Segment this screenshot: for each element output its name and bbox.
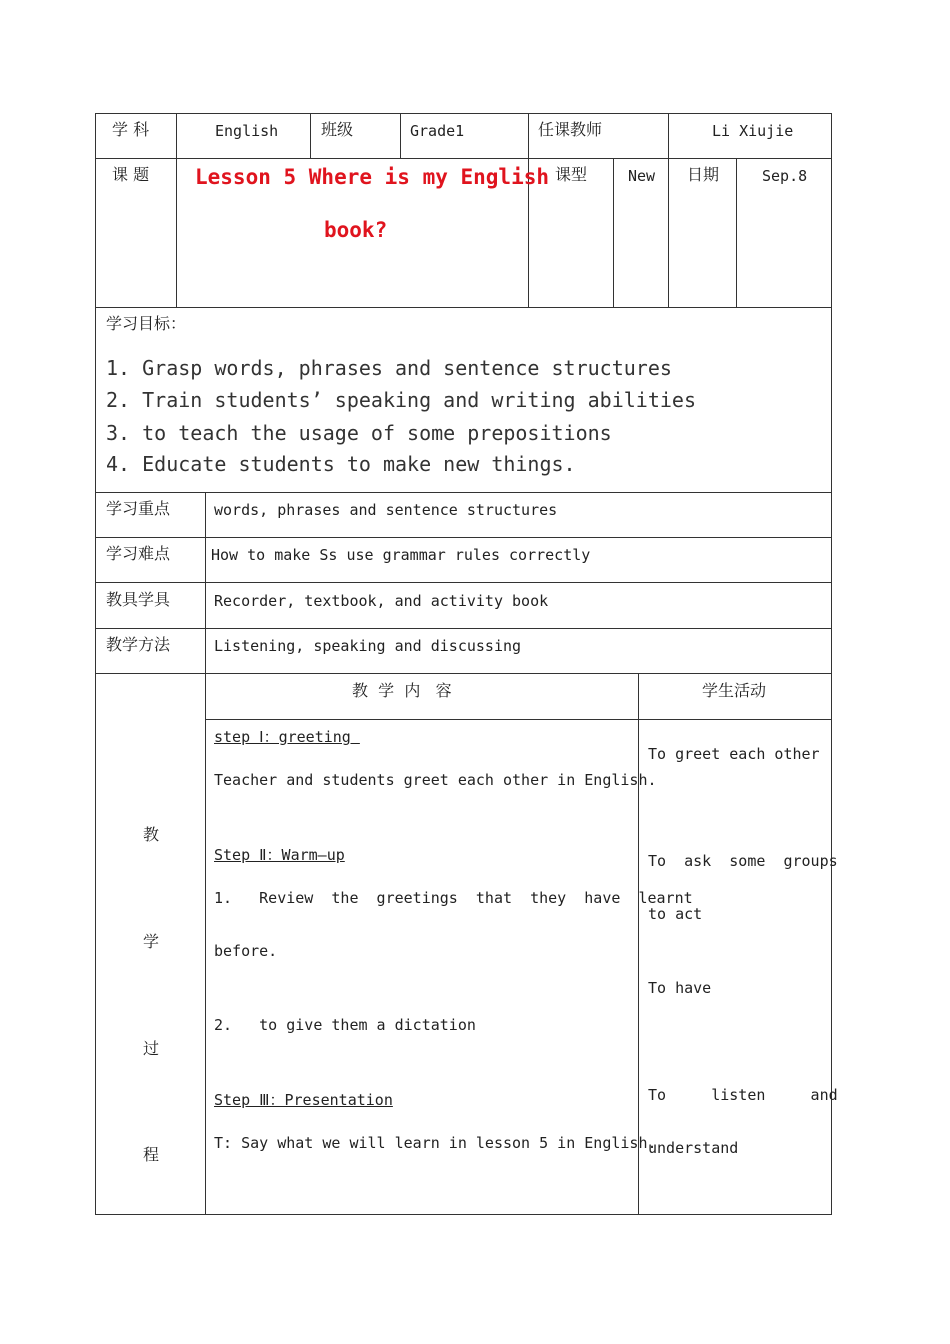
step2-item1-line1: 1. Review the greetings that they have learnt bbox=[214, 889, 693, 907]
activity-header: 学生活动 bbox=[702, 681, 767, 700]
process-side-char: 程 bbox=[143, 1145, 160, 1164]
goal-item: 1. Grasp words, phrases and sentence structures bbox=[106, 356, 672, 380]
goal-item: 2. Train students’ speaking and writing abilities bbox=[106, 388, 697, 412]
step3-text: T: Say what we will learn in lesson 5 in English. bbox=[214, 1134, 657, 1152]
class-value: Grade1 bbox=[410, 122, 465, 140]
date-value: Sep.8 bbox=[762, 167, 808, 185]
process-side-char: 学 bbox=[143, 932, 160, 951]
content-header: 教 学 内 容 bbox=[352, 681, 452, 700]
step2-item2: 2. to give them a dictation bbox=[214, 1016, 476, 1034]
key-points-value: words, phrases and sentence structures bbox=[214, 501, 558, 519]
subject-label: 学 科 bbox=[112, 120, 150, 139]
step1-text: Teacher and students greet each other in English. bbox=[214, 771, 657, 789]
process-side-char: 教 bbox=[143, 825, 160, 844]
activity-item: To have bbox=[648, 979, 712, 997]
teaching-method-label: 教学方法 bbox=[106, 635, 171, 654]
class-label: 班级 bbox=[321, 120, 354, 139]
key-points-label: 学习重点 bbox=[106, 499, 171, 518]
teaching-method-value: Listening, speaking and discussing bbox=[214, 637, 522, 655]
difficulties-label: 学习难点 bbox=[106, 544, 171, 563]
step2-item1-line2: before. bbox=[214, 942, 278, 960]
date-label: 日期 bbox=[687, 165, 720, 184]
goal-item: 4. Educate students to make new things. bbox=[106, 452, 576, 476]
process-side-char: 过 bbox=[143, 1039, 160, 1058]
topic-label: 课 题 bbox=[112, 165, 150, 184]
activity-item: to act bbox=[648, 905, 703, 923]
step1-title: step Ⅰ：greeting bbox=[214, 728, 360, 746]
type-label: 课型 bbox=[555, 165, 588, 184]
step2-title: Step Ⅱ：Warm—up bbox=[214, 846, 345, 864]
teacher-value: Li Xiujie bbox=[712, 122, 794, 140]
goals-label: 学习目标： bbox=[106, 314, 187, 333]
teacher-label: 任课教师 bbox=[538, 120, 603, 139]
lesson-title-line2: book? bbox=[324, 218, 388, 242]
goal-item: 3. to teach the usage of some prepositions bbox=[106, 421, 612, 445]
subject-value: English bbox=[215, 122, 279, 140]
lesson-title-line1: Lesson 5 Where is my English bbox=[195, 165, 550, 189]
teaching-aids-value: Recorder, textbook, and activity book bbox=[214, 592, 549, 610]
difficulties-value: How to make Ss use grammar rules correctly bbox=[211, 546, 591, 564]
activity-item: To greet each other bbox=[648, 745, 820, 763]
teaching-aids-label: 教具学具 bbox=[106, 590, 171, 609]
step3-title: Step Ⅲ：Presentation bbox=[214, 1091, 393, 1109]
activity-item: understand bbox=[648, 1139, 739, 1157]
activity-item: To ask some groups bbox=[648, 852, 838, 870]
type-value: New bbox=[628, 167, 656, 185]
activity-item: To listen and bbox=[648, 1086, 838, 1104]
